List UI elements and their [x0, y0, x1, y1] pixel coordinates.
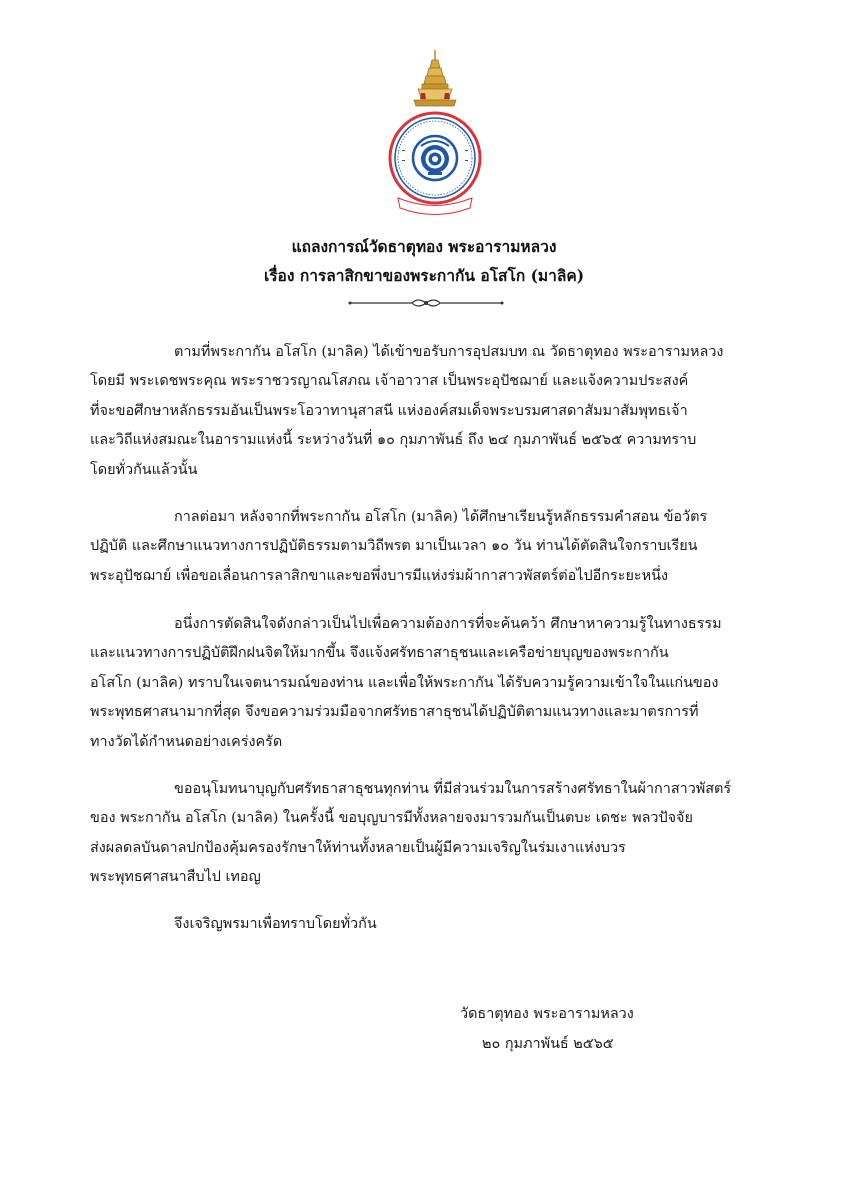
paragraph-line: ตามที่พระกากัน อโสโก (มาลิค) ได้เข้าขอรับการอุปสมบท ณ วัดธาตุทอง พระอารามหลวง: [174, 344, 724, 360]
paragraph-line: ของ พระกากัน อโสโก (มาลิค) ในครั้งนี้ ขอบุญบารมีทั้งหลายจงมารวมกันเป็นตบะ เดชะ พลวปัจจัย: [90, 810, 693, 827]
dharma-wheel-icon: [413, 136, 457, 180]
paragraph-line: ปฏิบัติ และศึกษาแนวทางการปฏิบัติธรรมตามวิถีพรต มาเป็นเวลา ๑๐ วัน ท่านได้ตัดสินใจกราบเรียน: [90, 538, 698, 555]
paragraph-line: พระพุทธศาสนาสืบไป เทอญ: [90, 869, 261, 886]
paragraph-line: อนึ่งการตัดสินใจดังกล่าวเป็นไปเพื่อความต้องการที่จะค้นคว้า ศึกษาหาความรู้ในทางธรรม: [174, 616, 722, 632]
paragraph-1: [90, 338, 762, 485]
paragraph-line: และแนวทางการปฏิบัติฝึกฝนจิตให้มากขึ้น จึงแจ้งศรัทธาสาธุชนและเครือข่ายบุญของพระกากัน: [90, 645, 669, 662]
announcement-subject: เรื่อง การลาสิกขาของพระกากัน อโสโก (มาลิค): [263, 266, 585, 285]
paragraph-2: [90, 503, 762, 591]
paragraph-line: พระพุทธศาสนามากที่สุด จึงขอความร่วมมือจากศรัทธาสาธุชนได้ปฏิบัติตามแนวทางและมาตรการที่: [90, 704, 699, 721]
paragraph-line: กาลต่อมา หลังจากที่พระกากัน อโสโก (มาลิค) ได้ศึกษาเรียนรู้หลักธรรมคำสอน ข้อวัตร: [174, 509, 708, 525]
paragraph-line: ทางวัดได้กำหนดอย่างเคร่งครัด: [90, 733, 283, 750]
paragraph-line: ส่งผลดลบันดาลปกป้องคุ้มครองรักษาให้ท่านทั้งหลายเป็นผู้มีความเจริญในร่มเงาแห่งบวร: [90, 839, 626, 856]
closing-line: จึงเจริญพรมาเพื่อทราบโดยทั่วกัน: [174, 916, 377, 932]
spire-icon: [414, 50, 456, 106]
paragraph-line: อโสโก (มาลิค) ทราบในเจตนารมณ์ของท่าน และเพื่อให้พระกากัน ได้รับความรู้ความเข้าใจในแก่นของ: [90, 674, 719, 691]
paragraph-line: ขออนุโมทนาบุญกับศรัทธาสาธุชนทุกท่าน ที่มีส่วนร่วมในการสร้างศรัทธาในผ้ากาสาวพัสตร์: [174, 781, 732, 797]
paragraph-line: พระอุปัชฌาย์ เพื่อขอเลื่อนการลาสิกขาและขอพึ่งบารมีแห่งร่มผ้ากาสาวพัสตร์ต่อไปอีกระยะหนึ่ง: [90, 567, 668, 584]
paragraph-line: โดยทั่วกันแล้วนั้น: [90, 461, 198, 478]
paragraph-line: และวิถีแห่งสมณะในอารามแห่งนี้ ระหว่างวันที่ ๑๐ กุมภาพันธ์ ถึง ๒๔ กุมภาพันธ์ ๒๕๖๕ ความทราบ: [90, 432, 697, 449]
ornamental-divider-icon: [346, 296, 506, 310]
announcement-title: แถลงการณ์วัดธาตุทอง พระอารามหลวง: [291, 237, 557, 256]
paragraph-3: [90, 610, 762, 757]
temple-emblem-logo: [388, 48, 482, 218]
paragraph-line: ที่จะขอศึกษาหลักธรรมอันเป็นพระโอวาทานุสาสนี แห่งองค์สมเด็จพระบรมศาสดาสัมมาสัมพุทธเจ้า: [90, 402, 688, 419]
signature-organization: วัดธาตุทอง พระอารามหลวง: [460, 1006, 634, 1022]
signature-date: ๒๐ กุมภาพันธ์ ๒๕๖๕: [482, 1036, 614, 1052]
paragraph-4: [90, 775, 762, 893]
paragraph-line: โดยมี พระเดชพระคุณ พระราชวรญาณโสภณ เจ้าอาวาส เป็นพระอุปัชฌาย์ และแจ้งความประสงค์: [90, 373, 689, 390]
